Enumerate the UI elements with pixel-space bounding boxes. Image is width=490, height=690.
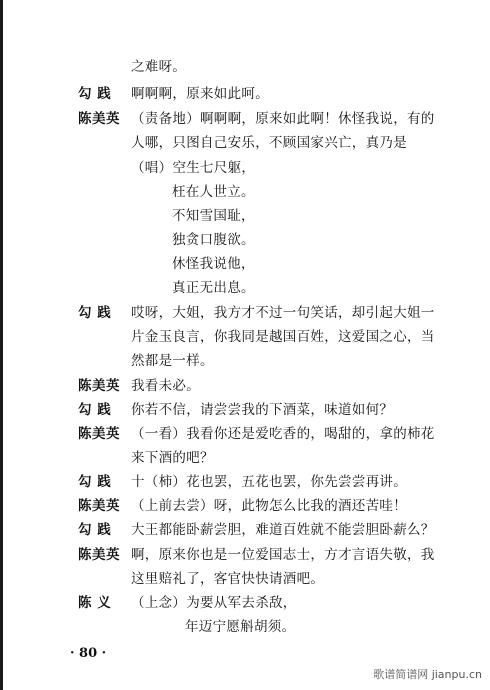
dialogue-line: （上前去尝）呀，此物怎么比我的酒还苦哇！ <box>131 498 407 514</box>
verse-line: 年迈宁愿斛胡须。 <box>185 619 296 635</box>
dialogue-line: （一看）我看你还是爱吃香的，喝甜的，拿的柿花 <box>131 426 435 442</box>
speaker-goujian: 勾 践 <box>78 522 112 538</box>
verse-line: 枉在人世立。 <box>172 184 255 200</box>
speaker-chenmeiying: 陈美英 <box>78 498 120 514</box>
speaker-chenmeiying: 陈美英 <box>78 111 120 127</box>
dialogue-line: 片金玉良言，你我同是越国百姓，这爱国之心，当 <box>131 329 435 345</box>
dialogue-line: 人哪，只图自己安乐，不顾国家兴亡，真乃是 <box>131 135 407 151</box>
watermark: 歌谱简谱网 jianpu.cn <box>373 668 482 681</box>
speaker-chenyi: 陈 义 <box>78 595 112 611</box>
verse-line: 真正无出息。 <box>172 280 255 296</box>
verse-line: 独贪口腹欲。 <box>172 232 255 248</box>
dialogue-line: 啊，原来你也是一位爱国志士，方才言语失敬，我 <box>131 547 435 563</box>
dialogue-line: 来下酒的吧？ <box>131 450 214 466</box>
dialogue-line: （责备地）啊啊啊，原来如此啊！休怪我说，有的 <box>131 111 435 127</box>
dialogue-line: （唱）空生七尺躯， <box>131 160 256 176</box>
verse-line: 不知雪国耻， <box>172 208 255 224</box>
dialogue-line: 哎呀，大姐，我方才不过一句笑话，却引起大姐一 <box>131 305 435 321</box>
dialogue-line: 然都是一样。 <box>131 353 214 369</box>
dialogue-line: 啊啊啊，原来如此呵。 <box>131 86 269 102</box>
page-number: · 80 · <box>70 646 107 661</box>
speaker-goujian: 勾 践 <box>78 402 112 418</box>
verse-line: 休怪我说他， <box>172 256 255 272</box>
speaker-chenmeiying: 陈美英 <box>78 426 120 442</box>
dialogue-line: 你若不信，请尝尝我的下酒菜，味道如何？ <box>131 402 394 418</box>
speaker-chenmeiying: 陈美英 <box>78 547 120 563</box>
dialogue-line: 这里赔礼了，客官快快请酒吧。 <box>131 571 325 587</box>
speaker-goujian: 勾 践 <box>78 474 112 490</box>
dialogue-line: 十（柿）花也罢，五花也罢，你先尝尝再讲。 <box>131 474 407 490</box>
page-edge-rule <box>0 0 3 690</box>
speaker-goujian: 勾 践 <box>78 86 112 102</box>
speaker-chenmeiying: 陈美英 <box>78 378 120 394</box>
dialogue-line: 之难呀。 <box>131 59 187 75</box>
dialogue-line: 我看未必。 <box>131 378 200 394</box>
dialogue-line: （上念）为要从军去杀敌， <box>131 595 297 611</box>
dialogue-line: 大王都能卧薪尝胆，难道百姓就不能尝胆卧薪么？ <box>131 522 435 538</box>
speaker-goujian: 勾 践 <box>78 305 112 321</box>
